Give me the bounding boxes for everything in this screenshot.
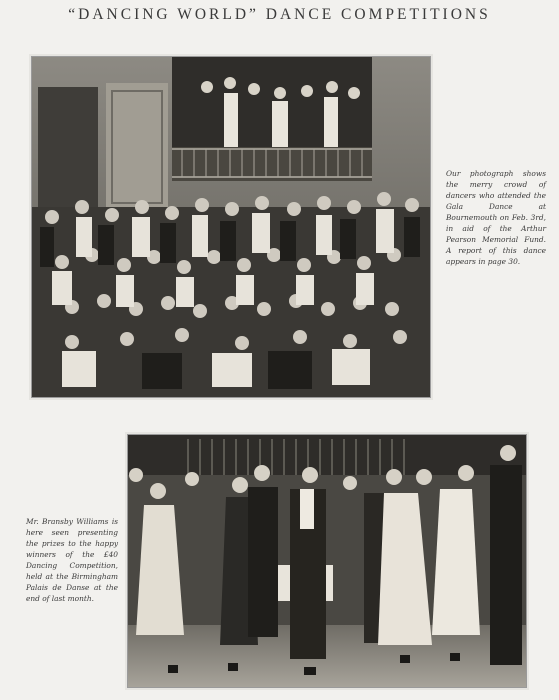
top-photo-caption: Our photograph shows the merry crowd of dancers who attended the Gala Dance at Bournemouth on Feb. 3rd, in aid of the Arthur Pearson Memorial Fund. A report of this dance appears in page 30. xyxy=(446,169,546,266)
bottom-photo-caption: Mr. Bransby Williams is here seen presenting the prizes to the happy winners of the £40 Dancing Competition, held at the Birmingham Palais de Danse at the end of last month. xyxy=(26,517,118,603)
gala-dance-photo xyxy=(31,56,431,398)
page-title: “DANCING WORLD” DANCE COMPETITIONS xyxy=(68,6,491,23)
prize-presentation-photo xyxy=(127,434,527,688)
gala-dance-photo-graphic xyxy=(32,57,430,397)
prize-presentation-photo-graphic xyxy=(128,435,526,687)
